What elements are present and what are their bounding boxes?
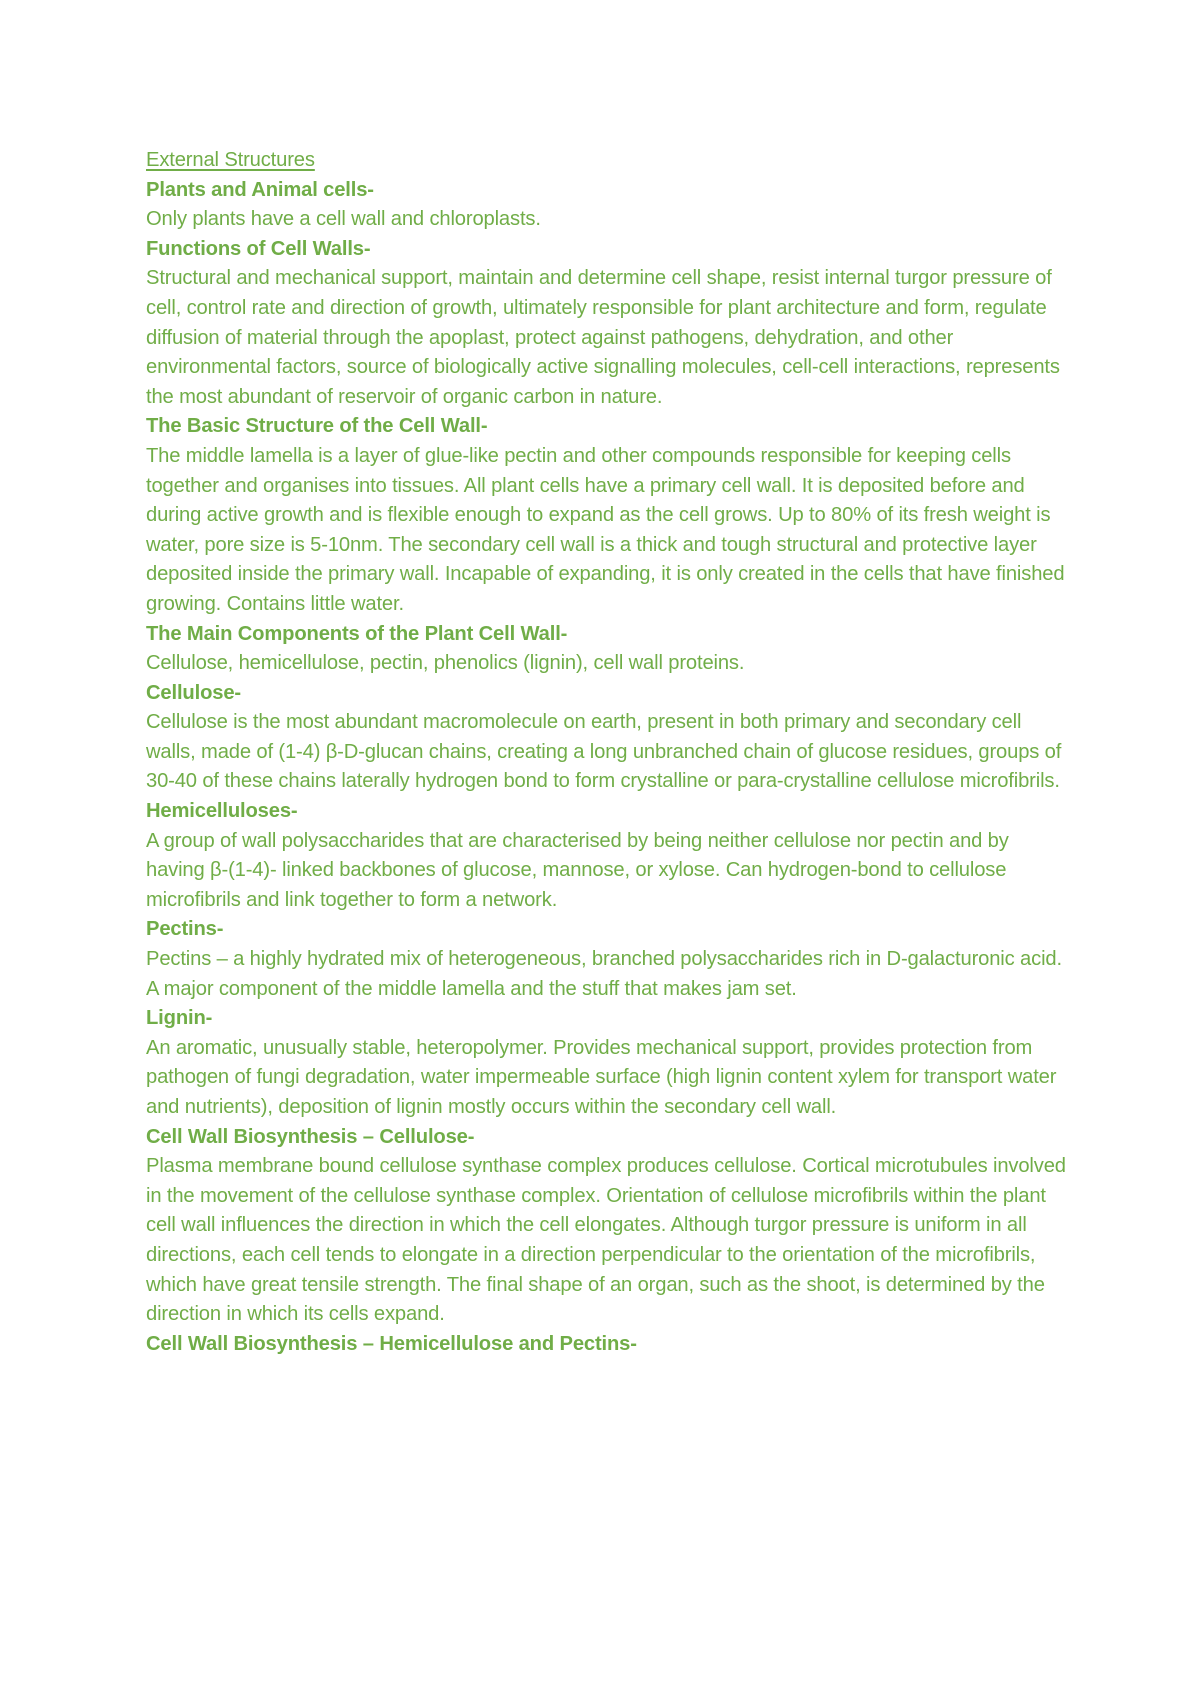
section-heading-hemicelluloses: Hemicelluloses- (146, 800, 298, 823)
section-body-lignin: An aromatic, unusually stable, heteropolymer. Provides mechanical support, provides protection from pathogen of fungi degradation, water impermeable surface (high lignin content xylem for transport water and nutrients), deposition of lignin mostly occurs within the secondary cell wall. (146, 1036, 1057, 1118)
section-body-cellulose: Cellulose is the most abundant macromolecule on earth, present in both primary and secondary cell walls, made of (1-4) β-D-glucan chains, creating a long unbranched chain of glucose residues, groups of 30-40 of these chains laterally hydrogen bond to form crystalline or para-crystalline cellulose microfibrils. (146, 711, 1062, 793)
section-heading-biosynthesis-cellulose: Cell Wall Biosynthesis – Cellulose- (146, 1125, 475, 1148)
section-heading-basic-structure: The Basic Structure of the Cell Wall- (146, 415, 488, 438)
section-heading-functions-of-cell-walls: Functions of Cell Walls- (146, 237, 371, 260)
section-body-hemicelluloses: A group of wall polysaccharides that are characterised by being neither cellulose nor pectin and by having β-(1-4)- linked backbones of glucose, mannose, or xylose. Can hydrogen-bond to cellulose microfibrils and link together to form a network. (146, 829, 1009, 911)
section-body-plants-animal-cells: Only plants have a cell wall and chloroplasts. (146, 208, 541, 231)
section-heading-pectins: Pectins- (146, 918, 224, 941)
section-heading-cellulose: Cellulose- (146, 681, 241, 704)
section-heading-lignin: Lignin- (146, 1007, 213, 1030)
document-title: External Structures (146, 149, 315, 171)
section-heading-main-components: The Main Components of the Plant Cell Wall- (146, 622, 568, 645)
section-body-basic-structure: The middle lamella is a layer of glue-like pectin and other compounds responsible for keeping cells together and organises into tissues. All plant cells have a primary cell wall. It is deposited before and during active growth and is flexible enough to expand as the cell grows. Up to 80% of its fresh weight is water, pore size is 5-10nm. The secondary cell wall is a thick and tough structural and protective layer deposited inside the primary wall. Incapable of expanding, it is only created in the cells that have finished growing. Contains little water. (146, 444, 1065, 615)
section-body-pectins: Pectins – a highly hydrated mix of heterogeneous, branched polysaccharides rich in D-galacturonic acid. A major component of the middle lamella and the stuff that makes jam set. (146, 948, 1062, 1000)
section-heading-plants-animal-cells: Plants and Animal cells- (146, 178, 374, 201)
section-body-main-components: Cellulose, hemicellulose, pectin, phenolics (lignin), cell wall proteins. (146, 652, 745, 675)
document-content (146, 146, 1066, 1359)
section-body-functions-of-cell-walls: Structural and mechanical support, maintain and determine cell shape, resist internal turgor pressure of cell, control rate and direction of growth, ultimately responsible for plant architecture and form, regulate diffusion of material through the apoplast, protect against pathogens, dehydration, and other environmental factors, source of biologically active signalling molecules, cell-cell interactions, represents the most abundant of reservoir of organic carbon in nature. (146, 267, 1060, 408)
section-heading-biosynthesis-hemicellulose-pectins: Cell Wall Biosynthesis – Hemicellulose and Pectins- (146, 1332, 637, 1355)
section-body-biosynthesis-cellulose: Plasma membrane bound cellulose synthase complex produces cellulose. Cortical microtubules involved in the movement of the cellulose synthase complex. Orientation of cellulose microfibrils within the plant cell wall influences the direction in which the cell elongates. Although turgor pressure is uniform in all directions, each cell tends to elongate in a direction perpendicular to the orientation of the microfibrils, which have great tensile strength. The final shape of an organ, such as the shoot, is determined by the direction in which its cells expand. (146, 1155, 1066, 1326)
